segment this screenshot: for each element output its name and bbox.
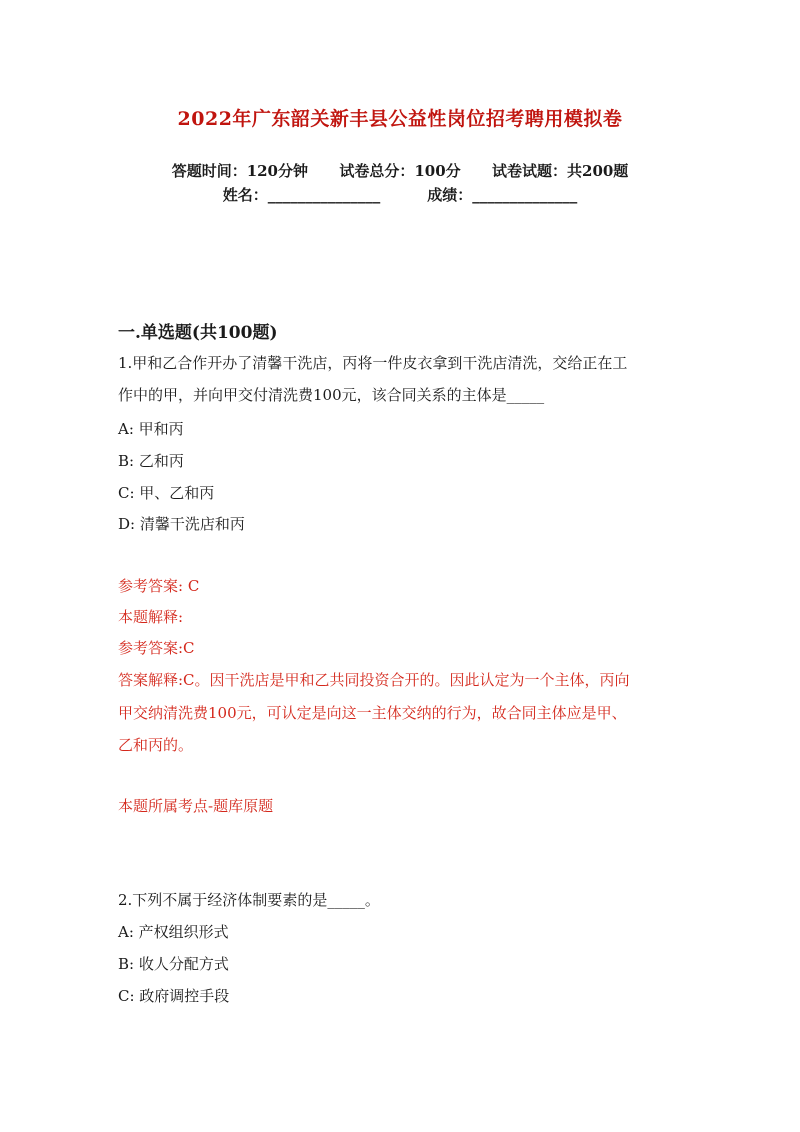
question-2-stem: 2.下列不属于经济体制要素的是_____。 bbox=[118, 891, 380, 909]
name-field: 姓名：_______________ bbox=[222, 186, 381, 204]
section-title: 一.单选题(共100题) bbox=[118, 323, 278, 343]
exam-time: 答题时间：120分钟 bbox=[171, 162, 308, 180]
question-1-explain-line3: 乙和丙的。 bbox=[118, 736, 194, 754]
question-1-explain-label: 本题解释: bbox=[118, 608, 184, 626]
exam-title: 2022年广东韶关新丰县公益性岗位招考聘用模拟卷 bbox=[177, 108, 623, 130]
question-1-topic: 本题所属考点-题库原题 bbox=[118, 797, 274, 815]
question-1-answer: 参考答案: C bbox=[118, 577, 200, 595]
exam-meta-row bbox=[0, 160, 800, 181]
score-field: 成绩：______________ bbox=[427, 186, 578, 204]
question-2-option-b: B: 收人分配方式 bbox=[118, 955, 229, 973]
exam-fill-row bbox=[0, 184, 800, 205]
question-2-option-c: C: 政府调控手段 bbox=[118, 987, 230, 1005]
question-1-option-c: C: 甲、乙和丙 bbox=[118, 484, 215, 502]
question-1-option-b: B: 乙和丙 bbox=[118, 452, 184, 470]
exam-question-count: 试卷试题：共200题 bbox=[492, 162, 629, 180]
question-2-option-a: A: 产权组织形式 bbox=[118, 923, 229, 941]
question-1-stem-line1: 1.甲和乙合作开办了清馨干洗店，丙将一件皮衣拿到干洗店清洗，交给正在工 bbox=[118, 354, 628, 372]
question-1-stem-line2: 作中的甲，并向甲交付清洗费100元，该合同关系的主体是_____ bbox=[118, 386, 545, 404]
question-1-option-d: D: 清馨干洗店和丙 bbox=[118, 515, 245, 533]
exam-total-score: 试卷总分：100分 bbox=[339, 162, 461, 180]
question-1-explain-line1: 答案解释:C。因干洗店是甲和乙共同投资合开的。因此认定为一个主体，丙向 bbox=[118, 671, 630, 689]
question-1-explain-line2: 甲交纳清洗费100元，可认定是向这一主体交纳的行为，故合同主体应是甲、 bbox=[118, 704, 627, 722]
question-1-answer-repeat: 参考答案:C bbox=[118, 639, 195, 657]
question-1-option-a: A: 甲和丙 bbox=[118, 420, 184, 438]
